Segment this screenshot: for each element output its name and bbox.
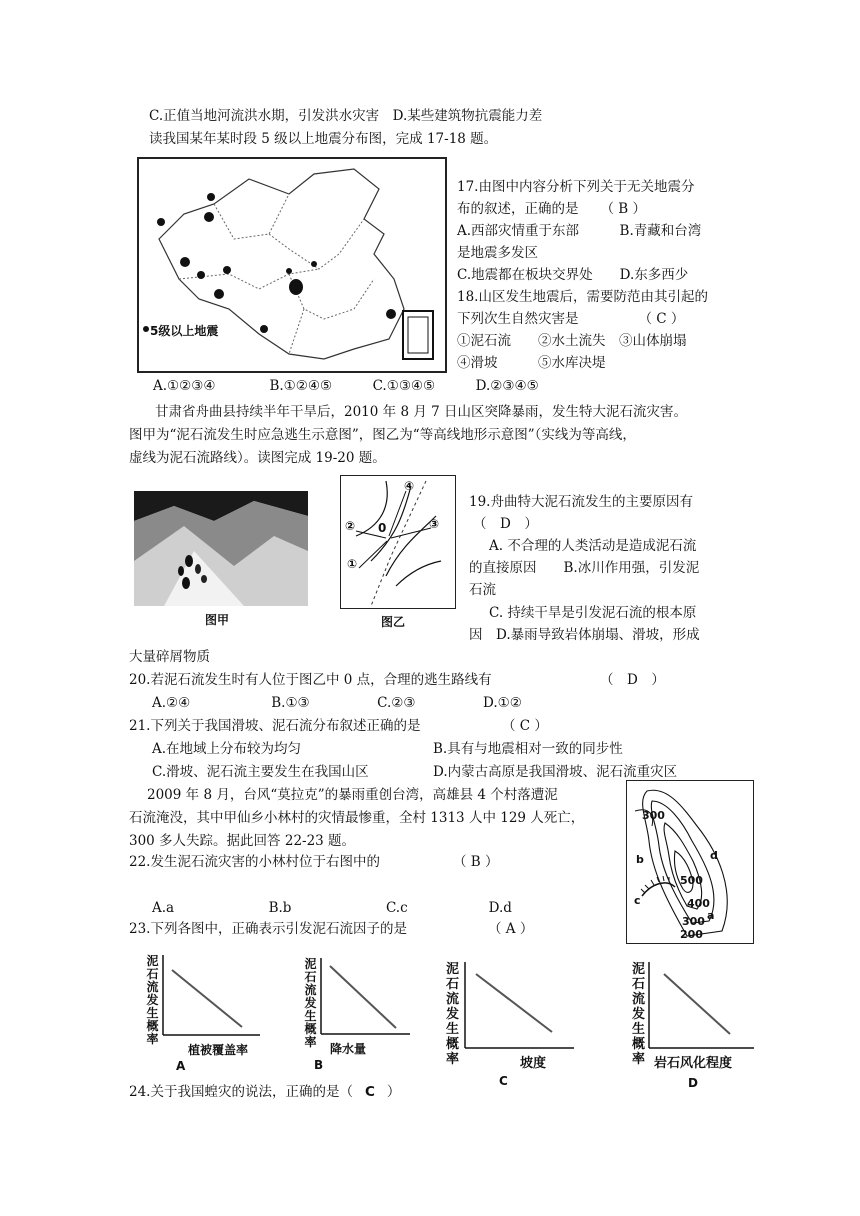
- chart-plot: [462, 962, 588, 1057]
- passage: 石流淹没，其中甲仙乡小林村的灾情最惨重，全村 1313 人中 129 人死亡，: [129, 810, 585, 826]
- figure-jia-photo: [134, 491, 308, 606]
- q18-choices: ①泥石流 ②水土流失 ③山体崩塌: [457, 333, 687, 349]
- passage: 2009 年 8 月，台风“莫拉克”的暴雨重创台湾，高雄县 4 个村落遭泥: [147, 787, 558, 803]
- chart-xlabel: 岩石风化程度: [654, 1056, 733, 1071]
- chart-ylabel: 泥石流发生概率: [146, 954, 159, 1046]
- q21-option-d: D.内蒙古高原是我国滑坡、泥石流重灾区: [433, 764, 678, 780]
- chart-plot: [646, 962, 758, 1057]
- chart-letter: C: [499, 1074, 508, 1088]
- figure-yi-contour: [340, 475, 456, 609]
- q18-choices: ④滑坡 ⑤水库决堤: [457, 355, 606, 371]
- q21-answer: （ C ）: [502, 718, 548, 734]
- q21-option-b: B.具有与地震相对一致的同步性: [433, 741, 623, 757]
- q20-answer: （ D ）: [600, 672, 665, 688]
- q22-stem: 22.发生泥石流灾害的小林村位于右图中的: [129, 854, 380, 870]
- factor-chart-d: [632, 962, 758, 1092]
- q21-option-a: A.在地域上分布较为均匀: [152, 741, 302, 757]
- passage: 图甲为“泥石流发生时应急逃生示意图”，图乙为“等高线地形示意图”（实线为等高线，: [129, 427, 636, 443]
- q19-option: 大量碎屑物质: [129, 649, 210, 665]
- q20-options: A.②④ B.①③ C.②③ D.①②: [152, 695, 522, 711]
- earthquake-map-drawing: [139, 159, 445, 371]
- point-label-c: c: [634, 894, 641, 907]
- q19-option: 因 D.暴雨导致岩体崩塌、滑坡，形成: [469, 627, 700, 643]
- q21-stem: 21.下列关于我国滑坡、泥石流分布叙述正确的是: [129, 718, 421, 734]
- passage: 甘肃省舟曲县持续半年干旱后，2010 年 8 月 7 日山区突降暴雨，发生特大泥石流灾害。: [155, 404, 687, 420]
- passage: 虚线为泥石流路线）。读图完成 19-20 题。: [129, 450, 386, 466]
- earthquake-map: [137, 157, 447, 373]
- point-label-d: d: [710, 849, 718, 862]
- option-line: C.正值当地河流洪水期，引发洪水灾害 D.某些建筑物抗震能力差: [149, 108, 543, 124]
- contour-value: 300: [642, 809, 665, 822]
- q17-option: C.地震都在板块交界处 D.东多西少: [457, 267, 689, 283]
- route-label-1: ①: [347, 557, 358, 571]
- chart-ylabel: 泥石流发生概率: [446, 962, 460, 1067]
- q19-stem: 19.舟曲特大泥石流发生的主要原因有: [469, 494, 693, 510]
- q21-option-c: C.滑坡、泥石流主要发生在我国山区: [152, 764, 369, 780]
- q17-option: 是地震多发区: [457, 245, 538, 261]
- q24-answer: C: [364, 1084, 375, 1100]
- contour-map: [626, 780, 754, 944]
- q23-stem: 23.下列各图中，正确表示引发泥石流因子的是: [129, 921, 407, 937]
- chart-letter: D: [688, 1076, 698, 1090]
- contour-value: 500: [680, 874, 703, 887]
- contour-value: 200: [680, 928, 703, 941]
- chart-xlabel: 降水量: [330, 1042, 367, 1056]
- q23-answer: （ A ）: [488, 921, 534, 937]
- contour-value: 400: [687, 897, 710, 910]
- q19-option: C. 持续干旱是引发泥石流的根本原: [489, 605, 697, 621]
- q17-stem-2: 布的叙述，正确的是 （ B ）: [457, 201, 647, 217]
- map-legend: 5级以上地震: [150, 324, 219, 338]
- photo-drawing: [134, 491, 308, 606]
- chart-xlabel: 坡度: [520, 1056, 547, 1071]
- instruction: 读我国某年某时段 5 级以上地震分布图，完成 17-18 题。: [149, 131, 498, 147]
- q19-option: A. 不合理的人类活动是造成泥石流: [489, 538, 697, 554]
- contour-drawing: [341, 476, 455, 608]
- q19-answer: （ D ）: [473, 516, 538, 532]
- q17-answer: （ B ）: [600, 201, 647, 217]
- q18-answer: （ C ）: [638, 311, 685, 327]
- point-label-0: 0: [378, 521, 387, 535]
- q18-options: A.①②③④ B.①②④⑤ C.①③④⑤ D.②③④⑤: [153, 378, 539, 394]
- q18-stem: 18.山区发生地震后，需要防范由其引起的: [457, 289, 708, 305]
- q22-options: A.a B.b C.c D.d: [152, 900, 512, 916]
- figure-jia-caption: 图甲: [205, 613, 230, 627]
- q19-option: 石流: [469, 582, 496, 598]
- q17-option: A.西部灾情重于东部 B.青藏和台湾: [457, 223, 702, 239]
- q24-stem: 24.关于我国蝗灾的说法，正确的是（ C ）: [129, 1084, 401, 1100]
- q19-option: 的直接原因 B.冰川作用强，引发泥: [469, 560, 700, 576]
- passage: 300 多人失踪。据此回答 22-23 题。: [129, 833, 356, 849]
- chart-letter: A: [176, 1059, 186, 1073]
- q18-stem-2: 下列次生自然灾害是 （ C ）: [457, 311, 685, 327]
- chart-plot: [160, 955, 280, 1045]
- chart-letter: B: [314, 1058, 324, 1072]
- chart-ylabel: 泥石流发生概率: [304, 957, 317, 1049]
- chart-plot: [318, 958, 428, 1043]
- factor-chart-a: [146, 955, 266, 1075]
- factor-chart-b: [304, 958, 424, 1073]
- route-label-4: ④: [404, 479, 415, 493]
- point-label-a: a: [707, 909, 715, 922]
- chart-ylabel: 泥石流发生概率: [632, 962, 646, 1067]
- point-label-b: b: [636, 853, 644, 866]
- route-label-3: ③: [429, 517, 440, 531]
- figure-yi-caption: 图乙: [381, 615, 406, 629]
- contour-value: 300: [682, 915, 705, 928]
- q22-answer: （ B ）: [453, 854, 499, 870]
- route-label-2: ②: [345, 519, 356, 533]
- factor-chart-c: [446, 962, 586, 1092]
- q17-stem: 17.由图中内容分析下列关于无关地震分: [457, 179, 695, 195]
- q20-stem: 20.若泥石流发生时有人位于图乙中 0 点，合理的逃生路线有: [129, 672, 492, 688]
- chart-xlabel: 植被覆盖率: [188, 1043, 249, 1057]
